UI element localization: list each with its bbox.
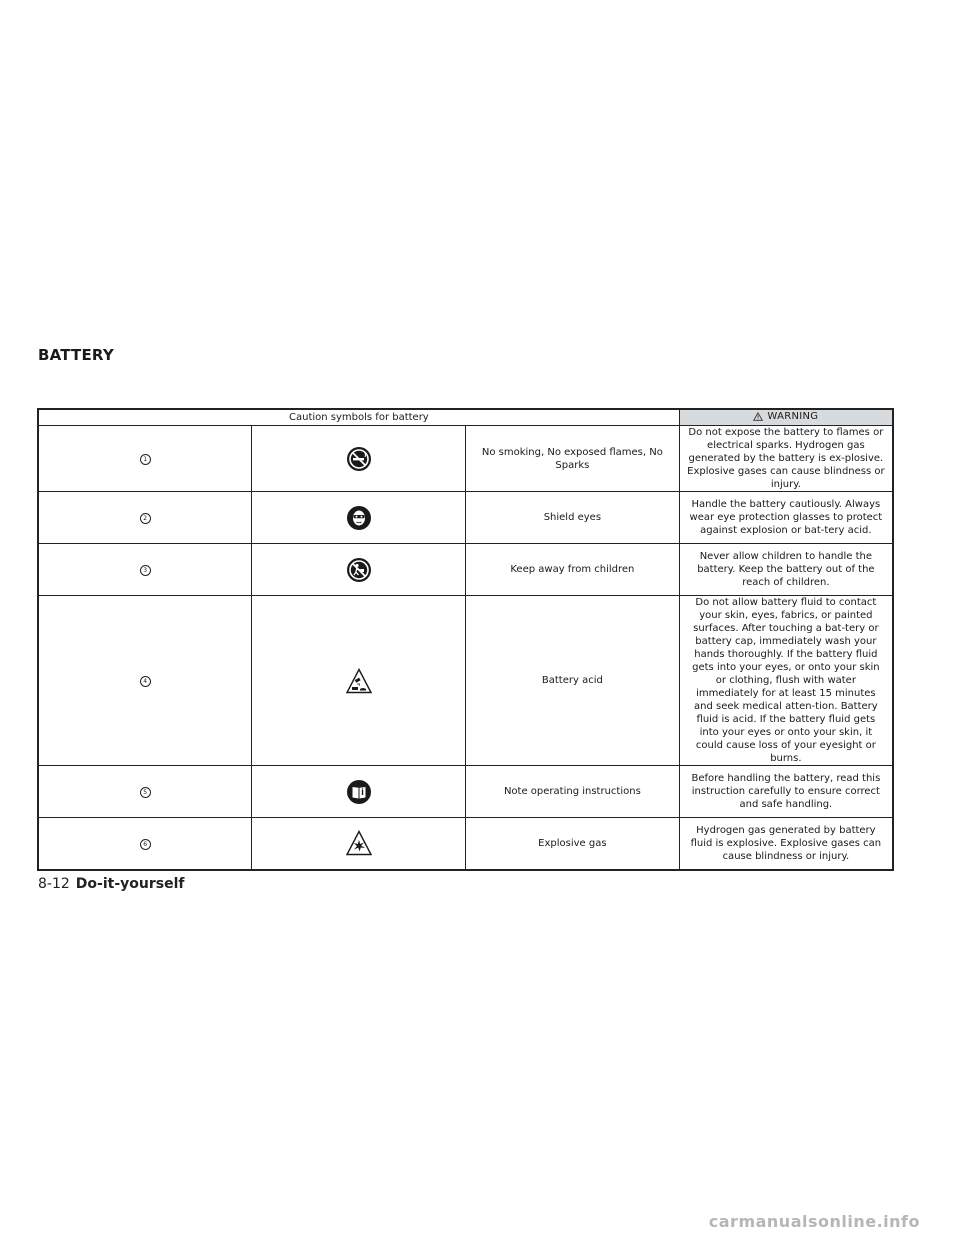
header-caution-symbols: Caution symbols for battery [38,409,679,426]
row-symbol [252,426,466,492]
page-footer [38,876,184,892]
keep-away-children-icon [346,557,372,583]
row-number: 3 [38,544,252,596]
no-smoking-icon [346,446,372,472]
row-symbol [252,596,466,766]
explosive-gas-icon [346,830,372,856]
row-number: 4 [38,596,252,766]
table-row [38,766,893,818]
row-description: Hydrogen gas generated by battery fluid is explosive. Explosive gases can cause blindness or injury. [679,818,893,870]
table-row [38,426,893,492]
row-label: Battery acid [466,596,680,766]
header-warning-label: WARNING [767,411,819,422]
shield-eyes-icon [346,505,372,531]
row-description: Do not allow battery fluid to contact your skin, eyes, fabrics, or painted surfaces. After touching a bat-tery or battery cap, immediately wash your hands thoroughly. If the battery fluid gets into your eyes, or onto your skin or clothing, flush with water immediately for at least 15 minutes and seek medical atten-tion. Battery fluid is acid. If the battery fluid gets into your eyes or onto your skin, it could cause loss of your eyesight or burns. [679,596,893,766]
row-symbol [252,544,466,596]
row-description: Never allow children to handle the battery. Keep the battery out of the reach of children. [679,544,893,596]
table-header-row [38,409,893,426]
chapter-title: Do-it-yourself [75,876,185,892]
header-warning [679,409,893,426]
watermark: carmanualsonline.info [708,1212,920,1231]
row-label: No smoking, No exposed flames, No Sparks [466,426,680,492]
battery-caution-table [37,408,894,871]
table-row [38,818,893,870]
page-number: 8-12 [38,876,70,892]
section-title: BATTERY [38,346,114,364]
row-number: 2 [38,492,252,544]
warning-triangle-icon [753,412,763,425]
table-row [38,544,893,596]
row-number: 6 [38,818,252,870]
row-label: Shield eyes [466,492,680,544]
operating-instructions-icon [346,779,372,805]
table-row [38,492,893,544]
row-label: Note operating instructions [466,766,680,818]
row-label: Keep away from children [466,544,680,596]
row-description: Handle the battery cautiously. Always wear eye protection glasses to protect against explosion or bat-tery acid. [679,492,893,544]
row-symbol [252,492,466,544]
row-label: Explosive gas [466,818,680,870]
row-symbol [252,766,466,818]
row-number: 1 [38,426,252,492]
table-row [38,596,893,766]
row-number: 5 [38,766,252,818]
battery-acid-icon [346,668,372,694]
row-description: Before handling the battery, read this instruction carefully to ensure correct and safe handling. [679,766,893,818]
row-description: Do not expose the battery to flames or electrical sparks. Hydrogen gas generated by the battery is ex-plosive. Explosive gases can cause blindness or injury. [679,426,893,492]
row-symbol [252,818,466,870]
